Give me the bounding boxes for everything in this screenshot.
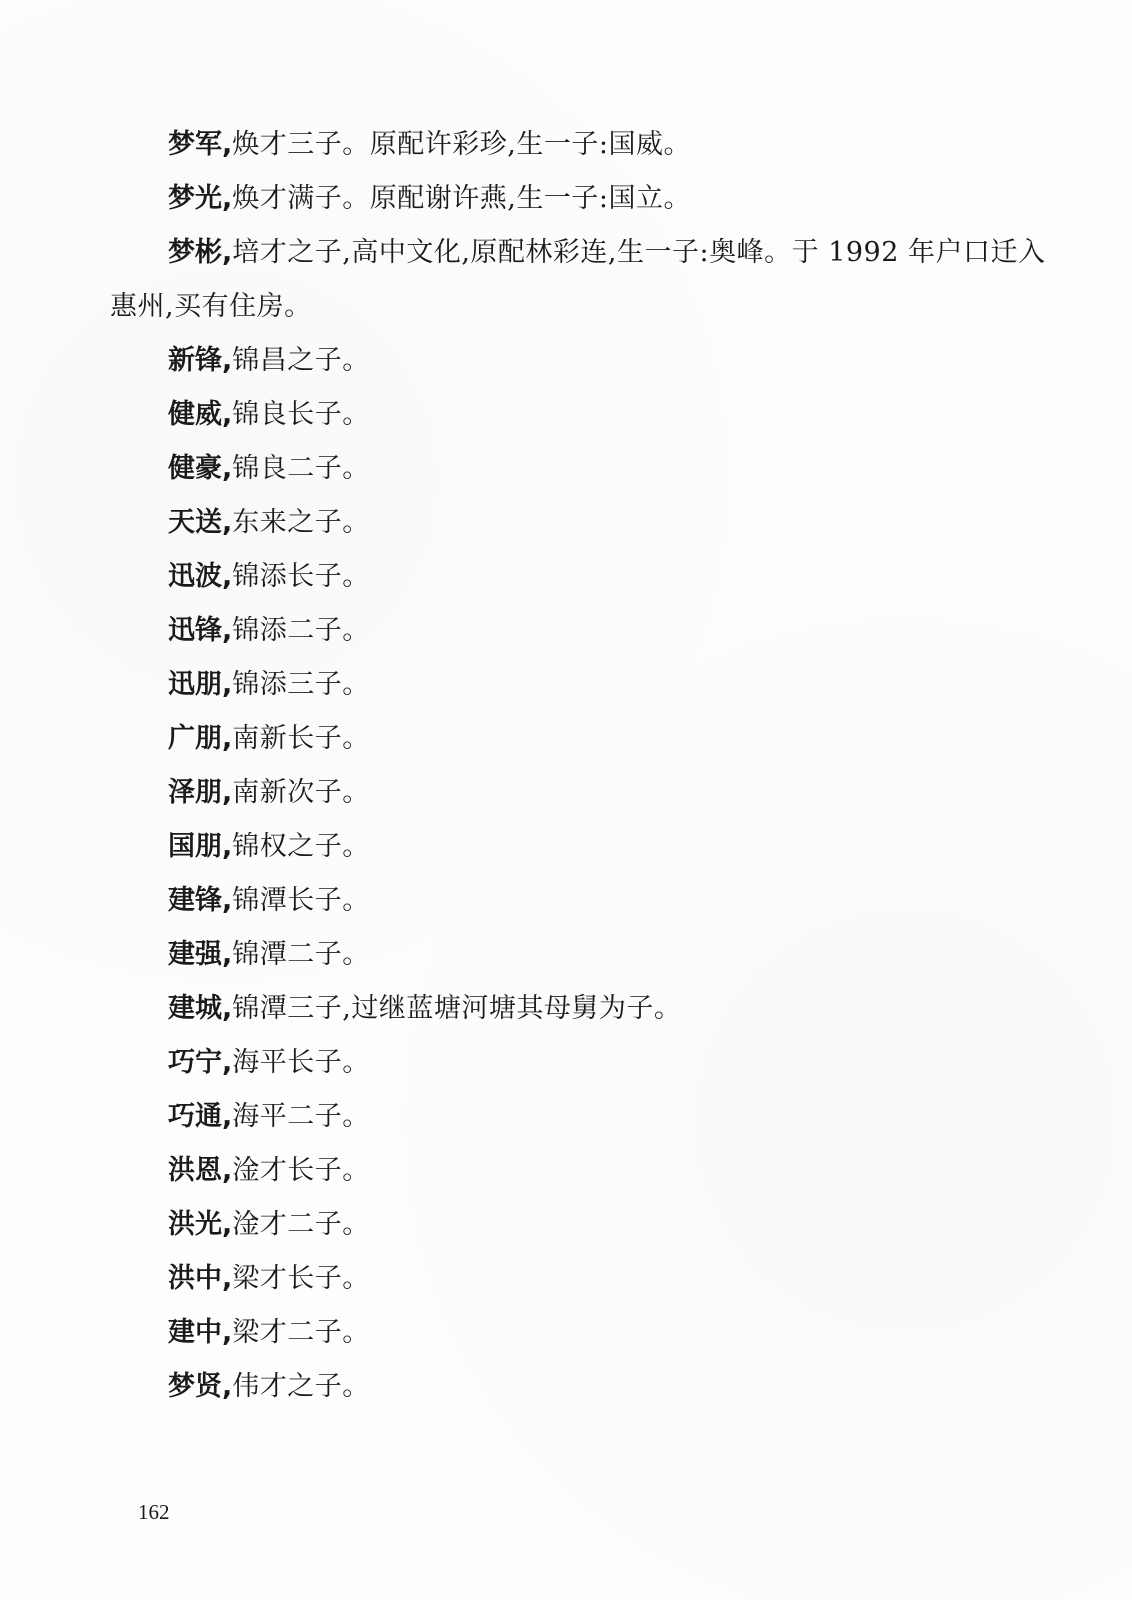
entry-name: 广朋, bbox=[168, 723, 233, 754]
entry-text: 锦昌之子。 bbox=[232, 345, 370, 376]
entry-text: 南新长子。 bbox=[232, 723, 370, 754]
entry-name: 建强, bbox=[168, 939, 233, 970]
entry bbox=[110, 1036, 1060, 1090]
entry bbox=[110, 1090, 1060, 1144]
entry-text: 锦潭二子。 bbox=[232, 939, 370, 970]
entry bbox=[110, 442, 1060, 496]
entry-name: 国朋, bbox=[168, 831, 233, 862]
entry bbox=[110, 496, 1060, 550]
entry-text: 锦良长子。 bbox=[232, 399, 370, 430]
entry bbox=[110, 820, 1060, 874]
entry-text: 淦才长子。 bbox=[232, 1155, 370, 1186]
entry bbox=[110, 712, 1060, 766]
entry-name: 天送, bbox=[168, 507, 233, 538]
entry-name: 迅朋, bbox=[168, 669, 233, 700]
entry-text: 锦添长子。 bbox=[232, 561, 370, 592]
entry-name: 建城, bbox=[168, 993, 233, 1024]
entry bbox=[110, 1198, 1060, 1252]
entry-text: 海平二子。 bbox=[232, 1101, 370, 1132]
entry-text: 焕才三子。原配许彩珍,生一子:国威。 bbox=[232, 129, 691, 160]
entry-text: 锦添二子。 bbox=[232, 615, 370, 646]
entry-text: 伟才之子。 bbox=[232, 1371, 370, 1402]
entry-text: 梁才二子。 bbox=[232, 1317, 370, 1348]
entry-name: 新锋, bbox=[168, 345, 233, 376]
entry-text: 锦潭长子。 bbox=[232, 885, 370, 916]
entry bbox=[110, 766, 1060, 820]
entry-text: 锦权之子。 bbox=[232, 831, 370, 862]
entry bbox=[110, 658, 1060, 712]
entry-name: 巧通, bbox=[168, 1101, 233, 1132]
entry bbox=[110, 226, 1060, 334]
entry bbox=[110, 1252, 1060, 1306]
entry-name: 梦光, bbox=[168, 183, 233, 214]
entry-name: 健威, bbox=[168, 399, 233, 430]
entry-name: 泽朋, bbox=[168, 777, 233, 808]
entry bbox=[110, 334, 1060, 388]
entry-text: 南新次子。 bbox=[232, 777, 370, 808]
entry-name: 洪中, bbox=[168, 1263, 233, 1294]
entry-name: 健豪, bbox=[168, 453, 233, 484]
entry-name: 迅锋, bbox=[168, 615, 233, 646]
entry bbox=[110, 982, 1060, 1036]
entry-name: 洪光, bbox=[168, 1209, 233, 1240]
entry bbox=[110, 1306, 1060, 1360]
entry bbox=[110, 874, 1060, 928]
entry-text: 梁才长子。 bbox=[232, 1263, 370, 1294]
entry bbox=[110, 118, 1060, 172]
entry-text: 焕才满子。原配谢许燕,生一子:国立。 bbox=[232, 183, 691, 214]
entry-name: 梦彬, bbox=[168, 237, 233, 268]
entry bbox=[110, 604, 1060, 658]
entry bbox=[110, 928, 1060, 982]
entry bbox=[110, 1144, 1060, 1198]
entry-name: 梦军, bbox=[168, 129, 233, 160]
entry-text: 东来之子。 bbox=[232, 507, 370, 538]
entry-name: 巧宁, bbox=[168, 1047, 233, 1078]
entry bbox=[110, 550, 1060, 604]
entry bbox=[110, 1360, 1060, 1414]
entry bbox=[110, 388, 1060, 442]
entry-text: 锦添三子。 bbox=[232, 669, 370, 700]
entry-name: 建锋, bbox=[168, 885, 233, 916]
entry-name: 迅波, bbox=[168, 561, 233, 592]
genealogy-entries bbox=[110, 118, 1060, 1414]
entry bbox=[110, 172, 1060, 226]
entry-text: 海平长子。 bbox=[232, 1047, 370, 1078]
entry-name: 洪恩, bbox=[168, 1155, 233, 1186]
entry-name: 建中, bbox=[168, 1317, 233, 1348]
entry-text: 淦才二子。 bbox=[232, 1209, 370, 1240]
entry-text: 锦良二子。 bbox=[232, 453, 370, 484]
entry-name: 梦贤, bbox=[168, 1371, 233, 1402]
entry-text: 培才之子,高中文化,原配林彩连,生一子:奥峰。于 1992 年户口迁入惠州,买有住房。 bbox=[110, 237, 1046, 322]
page-number: 162 bbox=[138, 1500, 170, 1524]
entry-text: 锦潭三子,过继蓝塘河塘其母舅为子。 bbox=[232, 993, 682, 1024]
